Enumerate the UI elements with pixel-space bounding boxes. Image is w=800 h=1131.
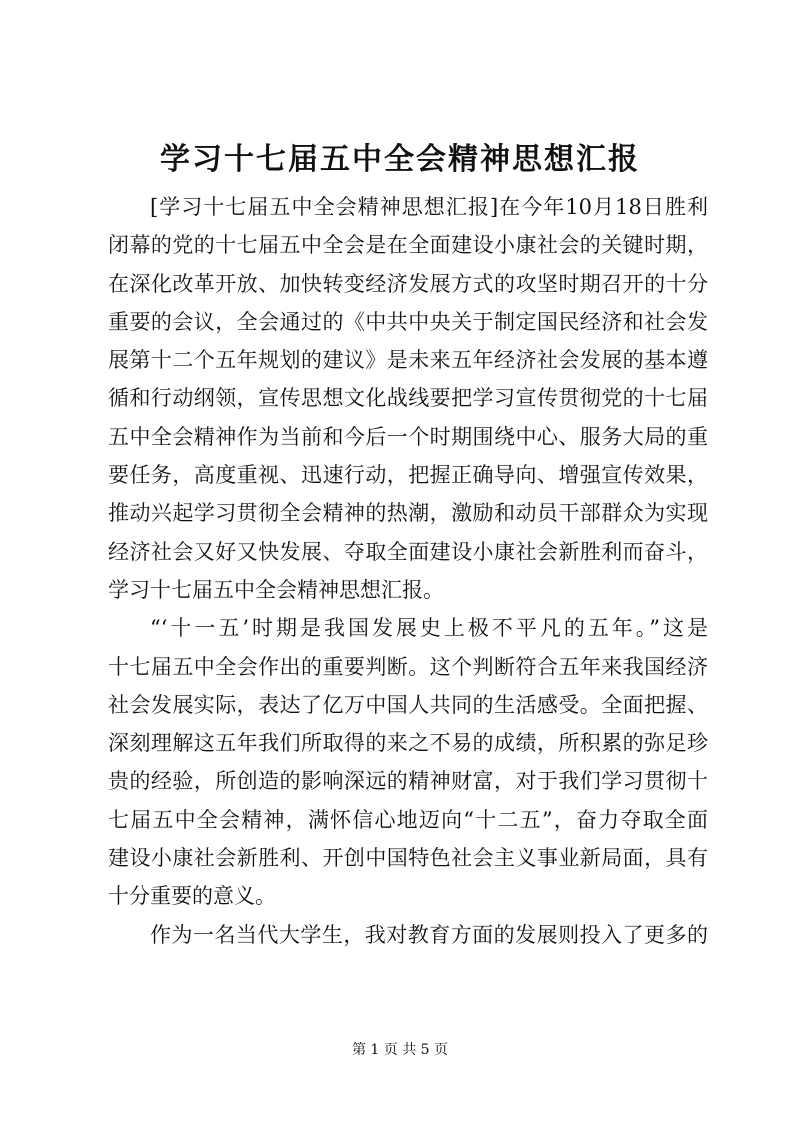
text-line: “‘十一五’时期是我国发展史上极不平凡的五年。”这是 [150,616,708,641]
text-line: [学习十七届五中全会精神思想汇报]在今年10月18日胜利 [150,195,708,219]
page-footer [0,1040,800,1060]
text-line: 五中全会精神作为当前和今后一个时期围绕中心、服务大局的重 [108,424,708,449]
page-number: 第 1 页 共 5 页 [351,1042,449,1058]
text-line: 重要的会议，全会通过的《中共中央关于制定国民经济和社会发 [108,309,708,334]
text-line: 深刻理解这五年我们所取得的来之不易的成绩，所积累的弥足珍 [108,731,708,756]
text-line: 在深化改革开放、加快转变经济发展方式的攻坚时期召开的十分 [108,271,708,296]
text-line: 要任务，高度重视、迅速行动，把握正确导向、增强宣传效果， [108,463,708,488]
text-line: 学习十七届五中全会精神思想汇报。 [108,577,444,602]
text-line: 社会发展实际，表达了亿万中国人共同的生活感受。全面把握、 [108,692,708,717]
text-line: 建设小康社会新胜利、开创中国特色社会主义事业新局面，具有 [108,846,708,871]
text-line: 展第十二个五年规划的建议》是未来五年经济社会发展的基本遵 [108,348,708,373]
text-line: 作为一名当代大学生，我对教育方面的发展则投入了更多的 [150,922,708,947]
text-line: 闭幕的党的十七届五中全会是在全面建设小康社会的关键时期， [108,233,708,258]
text-line: 贵的经验，所创造的影响深远的精神财富，对于我们学习贯彻十 [108,769,708,794]
text-line: 推动兴起学习贯彻全会精神的热潮，激励和动员干部群众为实现 [108,501,708,526]
document-body [108,188,708,954]
document-title: 学习十七届五中全会精神思想汇报 [160,142,640,177]
text-line: 七届五中全会精神，满怀信心地迈向“十二五”，奋力夺取全面 [108,807,708,832]
text-line: 经济社会又好又快发展、夺取全面建设小康社会新胜利而奋斗， [108,539,708,564]
text-line: 十七届五中全会作出的重要判断。这个判断符合五年来我国经济 [108,654,708,679]
text-line: 循和行动纲领，宣传思想文化战线要把学习宣传贯彻党的十七届 [108,386,708,411]
text-line: 十分重要的意义。 [108,884,276,909]
